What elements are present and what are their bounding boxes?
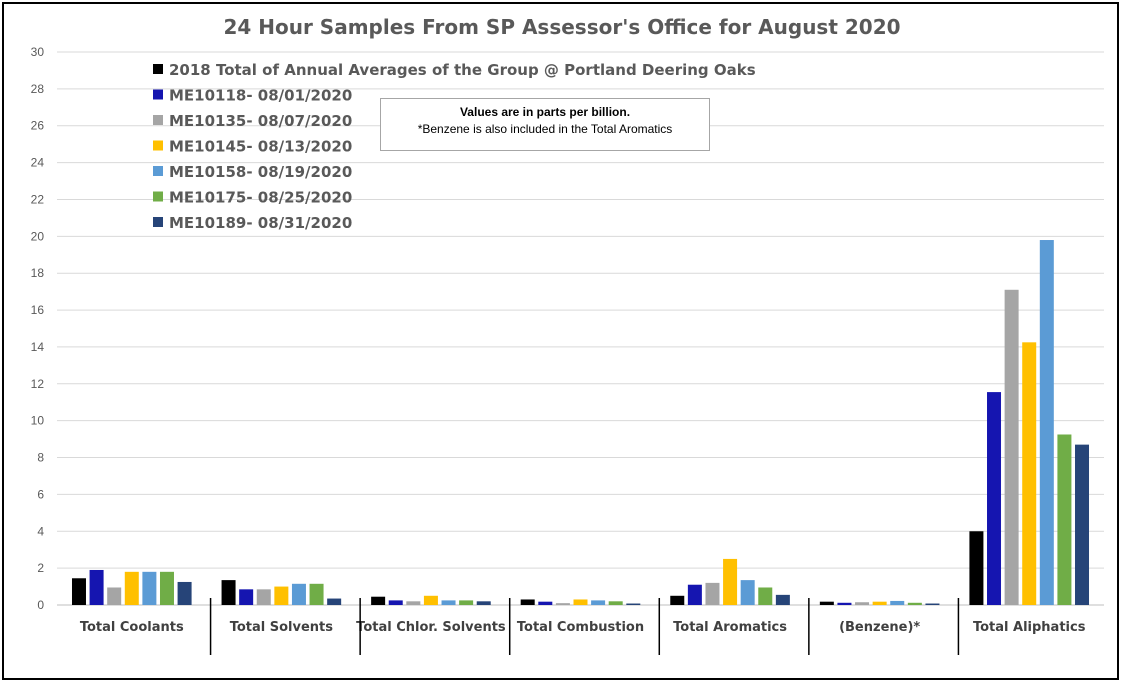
y-tick-label: 20 — [30, 229, 44, 244]
bar — [521, 599, 535, 605]
y-tick-label: 8 — [37, 450, 44, 465]
legend-swatch — [153, 115, 163, 125]
bar — [222, 580, 236, 605]
bar — [292, 584, 306, 605]
x-category-label: Total Coolants — [79, 620, 184, 635]
bar — [1057, 434, 1071, 605]
bar — [90, 570, 104, 605]
bar — [477, 601, 491, 605]
y-tick-label: 22 — [30, 192, 44, 207]
y-tick-label: 24 — [30, 155, 44, 170]
y-tick-label: 26 — [30, 118, 44, 133]
legend-swatch — [153, 192, 163, 202]
bar — [1040, 240, 1054, 605]
legend-label: ME10135- 08/07/2020 — [169, 112, 353, 130]
bar — [538, 602, 552, 605]
bar — [705, 583, 719, 605]
legend-swatch — [153, 64, 163, 74]
bar — [987, 392, 1001, 605]
bar — [855, 602, 869, 605]
bar — [925, 604, 939, 605]
legend-label: ME10145- 08/13/2020 — [169, 137, 353, 156]
x-category-label: Total Aliphatics — [972, 620, 1086, 635]
y-tick-label: 0 — [37, 598, 44, 612]
bar — [556, 603, 570, 605]
bar — [107, 587, 121, 605]
annotation-units: Values are in parts per billion. — [459, 105, 631, 119]
y-tick-label: 16 — [30, 303, 44, 318]
y-tick-label: 12 — [30, 376, 44, 391]
bar — [424, 596, 438, 605]
bar — [72, 578, 86, 605]
bar — [837, 603, 851, 605]
bar — [459, 600, 473, 605]
bar — [160, 572, 174, 605]
y-axis-ticks — [31, 45, 45, 612]
bar — [1005, 290, 1019, 605]
y-tick-label: 4 — [37, 524, 44, 539]
y-tick-label: 2 — [37, 561, 44, 576]
legend-swatch — [153, 90, 163, 100]
bar — [908, 603, 922, 605]
x-category-label: Total Aromatics — [673, 620, 788, 635]
bar — [1022, 342, 1036, 605]
x-category-label: (Benzene)* — [839, 620, 921, 635]
bar — [310, 584, 324, 605]
bar — [723, 559, 737, 605]
legend-label: ME10118- 08/01/2020 — [169, 86, 353, 105]
x-axis — [80, 598, 1086, 655]
bar — [873, 602, 887, 605]
bar — [688, 585, 702, 605]
y-tick-label: 10 — [30, 413, 44, 428]
x-category-label: Total Chlor. Solvents — [356, 620, 506, 635]
legend-swatch — [153, 141, 163, 151]
bar — [371, 597, 385, 605]
bar — [890, 601, 904, 605]
legend-swatch — [153, 217, 163, 227]
legend-label: 2018 Total of Annual Averages of the Group @ Portland Deering Oaks — [169, 61, 756, 79]
bar — [820, 602, 834, 605]
legend-label: ME10175- 08/25/2020 — [169, 188, 353, 207]
bar — [389, 600, 403, 605]
bar — [442, 600, 456, 605]
y-tick-label: 28 — [30, 81, 44, 96]
annotation-benzene-note: *Benzene is also included in the Total Aromatics — [417, 122, 673, 136]
chart-title: 24 Hour Samples From SP Assessor's Office for August 2020 — [223, 15, 901, 39]
bar — [178, 582, 192, 605]
bar — [327, 599, 341, 605]
legend-label: ME10158- 08/19/2020 — [169, 163, 353, 181]
legend-swatch — [153, 166, 163, 176]
bar — [776, 595, 790, 605]
bar — [591, 600, 605, 605]
y-tick-label: 14 — [30, 339, 44, 354]
bar — [274, 587, 288, 605]
bar — [125, 572, 139, 605]
bar — [574, 599, 588, 605]
x-category-label: Total Combustion — [516, 620, 645, 635]
y-tick-label: 6 — [37, 487, 44, 502]
bar — [609, 601, 623, 605]
bar — [626, 604, 640, 605]
bar — [670, 596, 684, 605]
bars — [72, 240, 1089, 605]
bar — [758, 587, 772, 605]
y-tick-label: 18 — [30, 266, 44, 281]
annotation-box — [380, 98, 710, 151]
legend-label: ME10189- 08/31/2020 — [169, 214, 353, 232]
bar — [257, 589, 271, 605]
y-tick-label: 30 — [30, 45, 44, 59]
bar — [1075, 445, 1089, 605]
bar — [406, 601, 420, 605]
bar — [142, 572, 156, 605]
x-category-label: Total Solvents — [229, 620, 334, 635]
bar — [969, 531, 983, 605]
bar — [239, 589, 253, 605]
bar — [741, 580, 755, 605]
